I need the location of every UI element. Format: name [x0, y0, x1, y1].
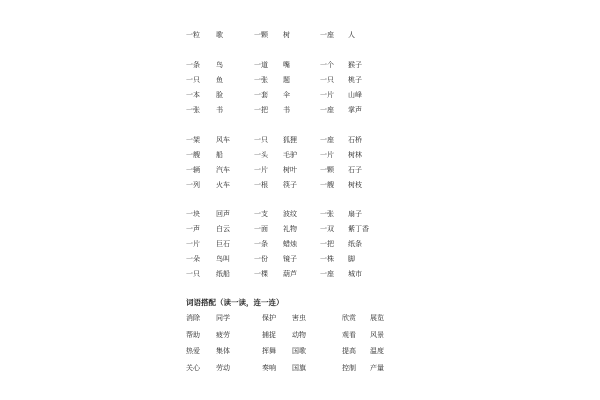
- section5-word: 消除: [186, 314, 200, 322]
- section5-word: 保护: [262, 314, 276, 322]
- section2-word: 脸: [216, 91, 223, 99]
- section5-word: 观看: [342, 330, 356, 339]
- section4-word: 一声: [186, 225, 200, 233]
- section4-word: 一双: [320, 225, 334, 233]
- section4-word: 一片: [186, 240, 200, 248]
- section4-word: 一份: [254, 255, 268, 263]
- section5-word: 温度: [370, 347, 384, 355]
- section1-word: 一座: [320, 31, 334, 39]
- section1-word: 树: [283, 31, 290, 39]
- section5-word: 捕捉: [262, 330, 276, 339]
- section4-word: 扇子: [348, 210, 362, 218]
- section5-word: 奏响: [262, 363, 276, 372]
- section3-word: 一颗: [320, 166, 334, 174]
- section4-word: 礼物: [283, 225, 297, 233]
- section3-word: 树林: [348, 151, 362, 159]
- section4-word: 一条: [254, 240, 268, 248]
- section4-word: 巨石: [216, 240, 230, 248]
- section4-word: 蜡烛: [283, 240, 297, 248]
- section3-word: 树叶: [283, 166, 297, 174]
- section4-word: 紫丁香: [348, 225, 369, 233]
- section2-word: 掌声: [348, 106, 362, 114]
- section4-word: 镜子: [283, 255, 297, 263]
- section3-word: 狐狸: [283, 136, 297, 144]
- section4-word: 一只: [186, 270, 200, 278]
- section4-word: 城市: [348, 270, 362, 278]
- section3-word: 一片: [254, 166, 268, 174]
- section4-word: 纸条: [348, 240, 362, 248]
- section2-word: 一道: [254, 61, 268, 69]
- section3-word: 船: [216, 151, 223, 159]
- section4-word: 鸟叫: [216, 255, 230, 263]
- section5-word: 国旗: [292, 363, 306, 372]
- section4-word: 一张: [320, 210, 334, 218]
- section4-word: 白云: [216, 225, 230, 233]
- section5-word: 热爱: [186, 347, 200, 355]
- section4-word: 纸船: [216, 270, 230, 278]
- section4-word: 脚: [348, 255, 355, 263]
- section2-word: 一片: [320, 91, 334, 99]
- section2-word: 一个: [320, 61, 334, 69]
- section3-word: 树枝: [348, 181, 362, 189]
- section4-word: 一面: [254, 225, 268, 233]
- section2-word: 一只: [186, 76, 200, 84]
- section4-word: 回声: [216, 210, 230, 218]
- section3-word: 汽车: [216, 166, 230, 174]
- section5-word: 风景: [370, 330, 384, 339]
- section2-word: 猴子: [348, 61, 362, 69]
- section5-word: 劳动: [216, 363, 230, 372]
- section1-word: 一粒: [186, 31, 200, 39]
- section4-word: 一棵: [254, 270, 268, 278]
- section5-word: 疲劳: [216, 330, 230, 339]
- section5-word: 同学: [216, 314, 230, 322]
- section4-word: 波纹: [283, 210, 297, 218]
- section3-word: 一辆: [186, 166, 200, 174]
- section2-word: 一把: [254, 106, 268, 114]
- section3-word: 一只: [254, 136, 268, 144]
- section2-word: 书: [283, 106, 290, 114]
- section3-word: 筷子: [283, 181, 297, 189]
- section3-word: 风车: [216, 136, 230, 144]
- section3-word: 一座: [320, 136, 334, 144]
- section5-word: 控制: [342, 363, 356, 372]
- section2-word: 鱼: [216, 76, 223, 84]
- section2-word: 山峰: [348, 91, 362, 99]
- section3-word: 一艘: [186, 151, 200, 159]
- section5-word: 关心: [186, 363, 200, 372]
- section2-word: 一套: [254, 91, 268, 99]
- section5-word: 国歌: [292, 347, 306, 355]
- section5-word: 欣赏: [342, 314, 356, 322]
- section3-word: 毛驴: [283, 151, 297, 159]
- section4-word: 一朵: [186, 255, 200, 263]
- section2-word: 一张: [254, 76, 268, 84]
- section2-word: 桃子: [348, 76, 362, 84]
- section-heading: 词语搭配（读一读，连一连）: [186, 298, 284, 307]
- section3-word: 一头: [254, 151, 268, 159]
- section5-word: 展览: [370, 314, 384, 322]
- section3-word: 石子: [348, 166, 362, 174]
- section3-word: 一艘: [320, 181, 334, 189]
- section1-word: 歌: [216, 31, 223, 39]
- section4-word: 一株: [320, 255, 334, 263]
- section4-word: 一把: [320, 240, 334, 248]
- section5-word: 集体: [216, 347, 230, 355]
- section2-word: 一只: [320, 76, 334, 84]
- section2-word: 一条: [186, 61, 200, 69]
- section2-word: 伞: [283, 91, 290, 99]
- section4-word: 一块: [186, 210, 200, 218]
- section1-word: 一颗: [254, 31, 268, 39]
- section4-word: 一座: [320, 270, 334, 278]
- section4-word: 葫芦: [283, 270, 297, 278]
- section5-word: 提高: [342, 347, 356, 355]
- section3-word: 一片: [320, 151, 334, 159]
- section3-word: 一架: [186, 136, 200, 144]
- section5-word: 挥舞: [262, 347, 276, 355]
- section2-word: 一座: [320, 106, 334, 114]
- section4-word: 一支: [254, 210, 268, 218]
- section5-word: 帮助: [186, 330, 200, 339]
- section2-word: 一张: [186, 106, 200, 114]
- section5-word: 产量: [370, 363, 384, 372]
- section3-word: 石桥: [348, 136, 362, 144]
- section2-word: 书: [216, 106, 223, 114]
- section5-word: 动物: [292, 330, 306, 339]
- section1-word: 人: [348, 31, 355, 39]
- section2-word: 鸟: [216, 61, 223, 69]
- section5-word: 害虫: [292, 314, 306, 322]
- section3-word: 一列: [186, 181, 200, 189]
- section3-word: 火车: [216, 181, 230, 189]
- section3-word: 一根: [254, 181, 268, 189]
- section2-word: 题: [283, 76, 290, 84]
- section2-word: 嘴: [283, 61, 290, 69]
- section2-word: 一本: [186, 91, 200, 99]
